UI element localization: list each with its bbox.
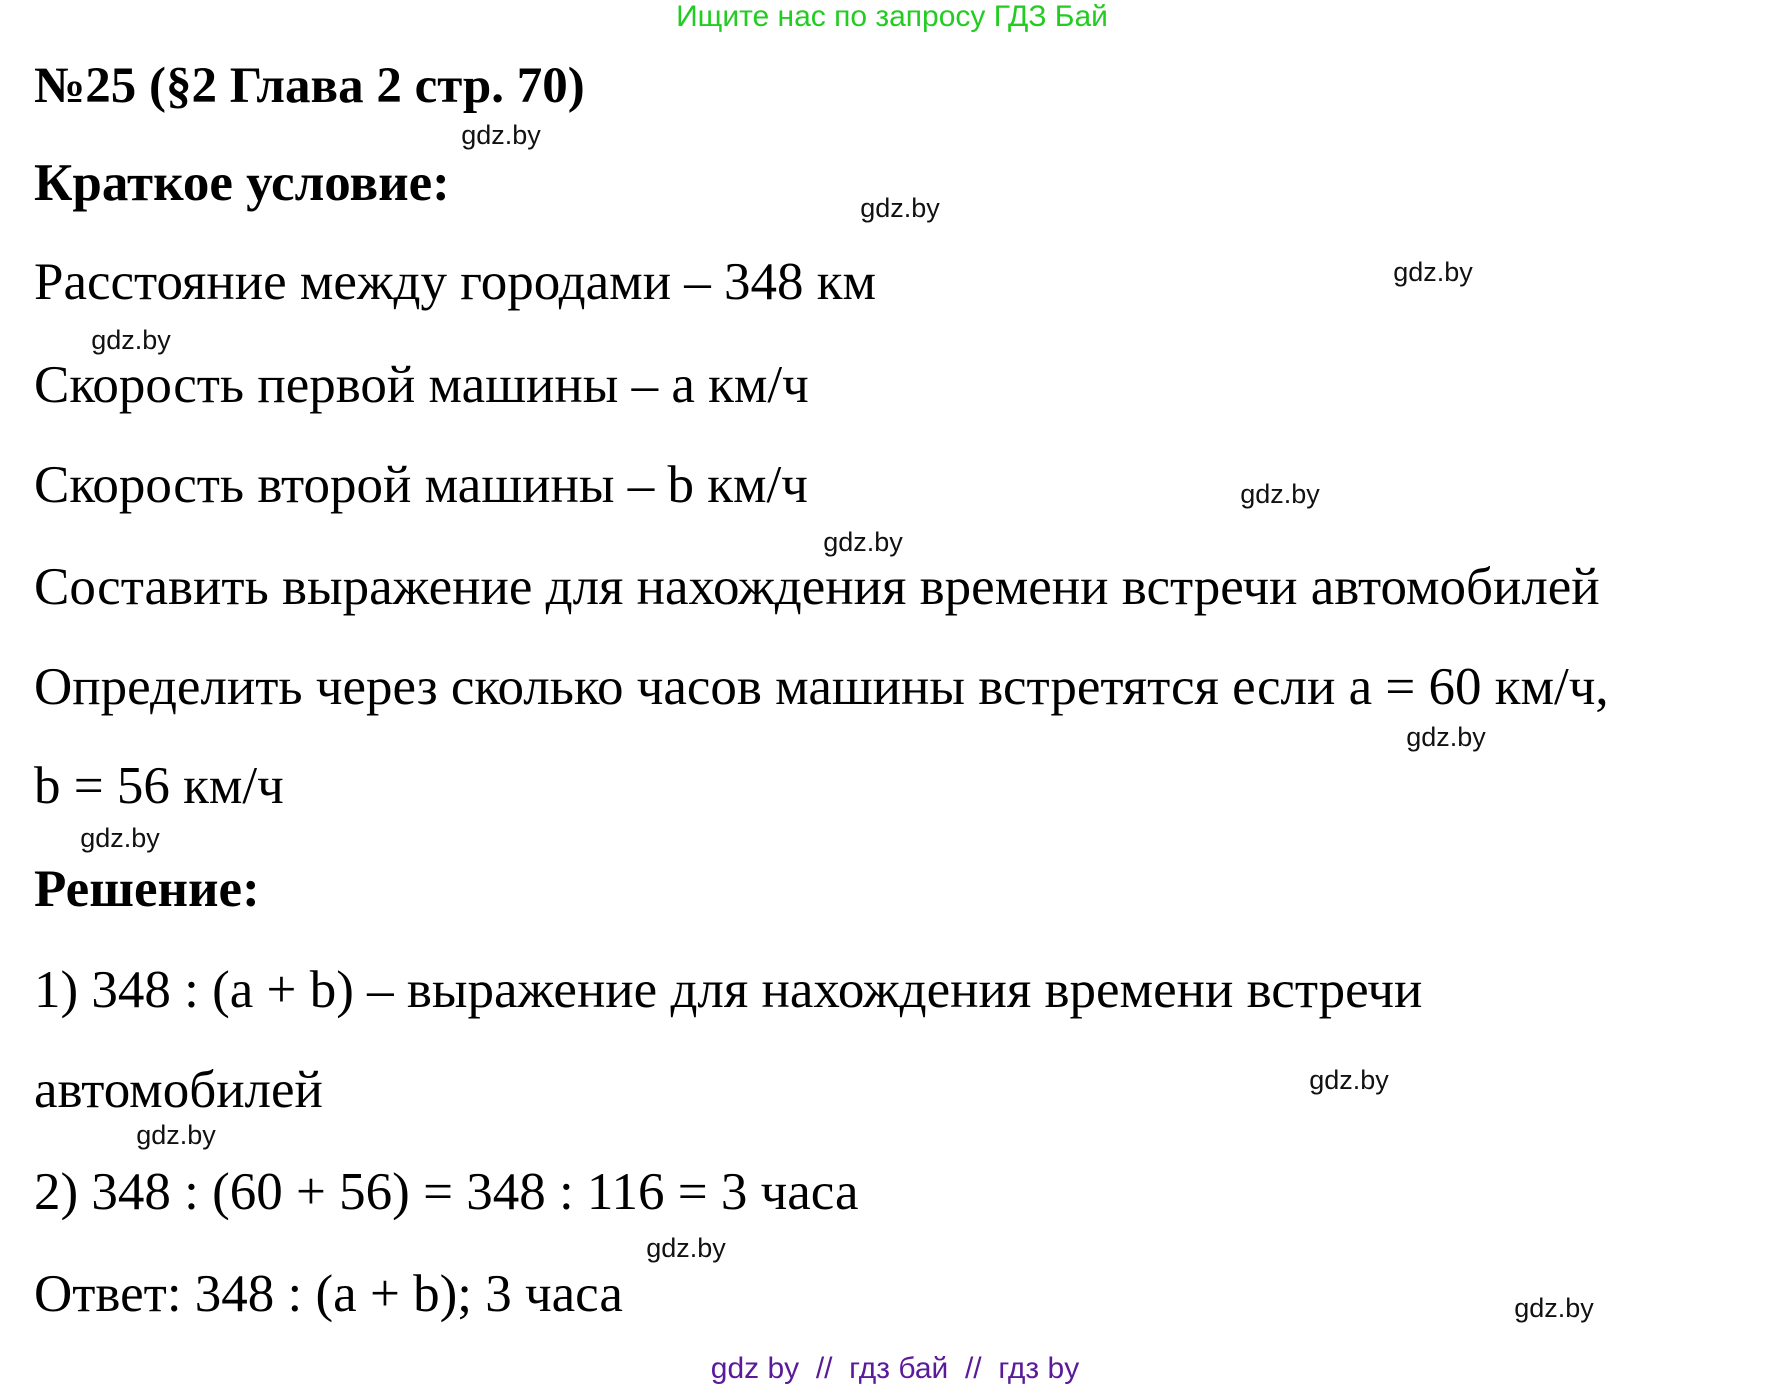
- solution-line: автомобилей: [34, 1061, 323, 1119]
- condition-line: Расстояние между городами – 348 км: [34, 253, 877, 311]
- condition-line: Определить через сколько часов машины встретятся если a = 60 км/ч,: [34, 658, 1609, 716]
- condition-line: Скорость первой машины – a км/ч: [34, 356, 809, 414]
- watermark: gdz.by: [1309, 1065, 1389, 1095]
- solution-line: 1) 348 : (a + b) – выражение для нахождения времени встречи: [34, 961, 1423, 1019]
- watermark: gdz.by: [1393, 257, 1473, 287]
- solution-heading: Решение:: [34, 860, 260, 918]
- watermark: gdz.by: [1240, 479, 1320, 509]
- watermark: gdz.by: [1514, 1293, 1594, 1323]
- watermark: gdz.by: [646, 1233, 726, 1263]
- search-banner: Ищите нас по запросу ГДЗ Бай: [676, 0, 1108, 33]
- watermark: gdz.by: [823, 527, 903, 557]
- exercise-title: №25 (§2 Глава 2 стр. 70): [34, 58, 585, 114]
- watermark: gdz.by: [461, 120, 541, 150]
- watermark: gdz.by: [80, 823, 160, 853]
- watermark: gdz.by: [136, 1120, 216, 1150]
- watermark: gdz.by: [860, 193, 940, 223]
- watermark: gdz.by: [91, 325, 171, 355]
- solution-line: 2) 348 : (60 + 56) = 348 : 116 = 3 часа: [34, 1163, 859, 1221]
- watermark: gdz.by: [1406, 722, 1486, 752]
- condition-line: Составить выражение для нахождения времени встречи автомобилей: [34, 558, 1600, 616]
- condition-line: Скорость второй машины – b км/ч: [34, 456, 808, 514]
- answer-line: Ответ: 348 : (a + b); 3 часа: [34, 1265, 623, 1323]
- condition-heading: Краткое условие:: [34, 154, 450, 212]
- condition-line: b = 56 км/ч: [34, 757, 284, 815]
- footer-links: gdz by // гдз бай // гдз by: [710, 1352, 1080, 1385]
